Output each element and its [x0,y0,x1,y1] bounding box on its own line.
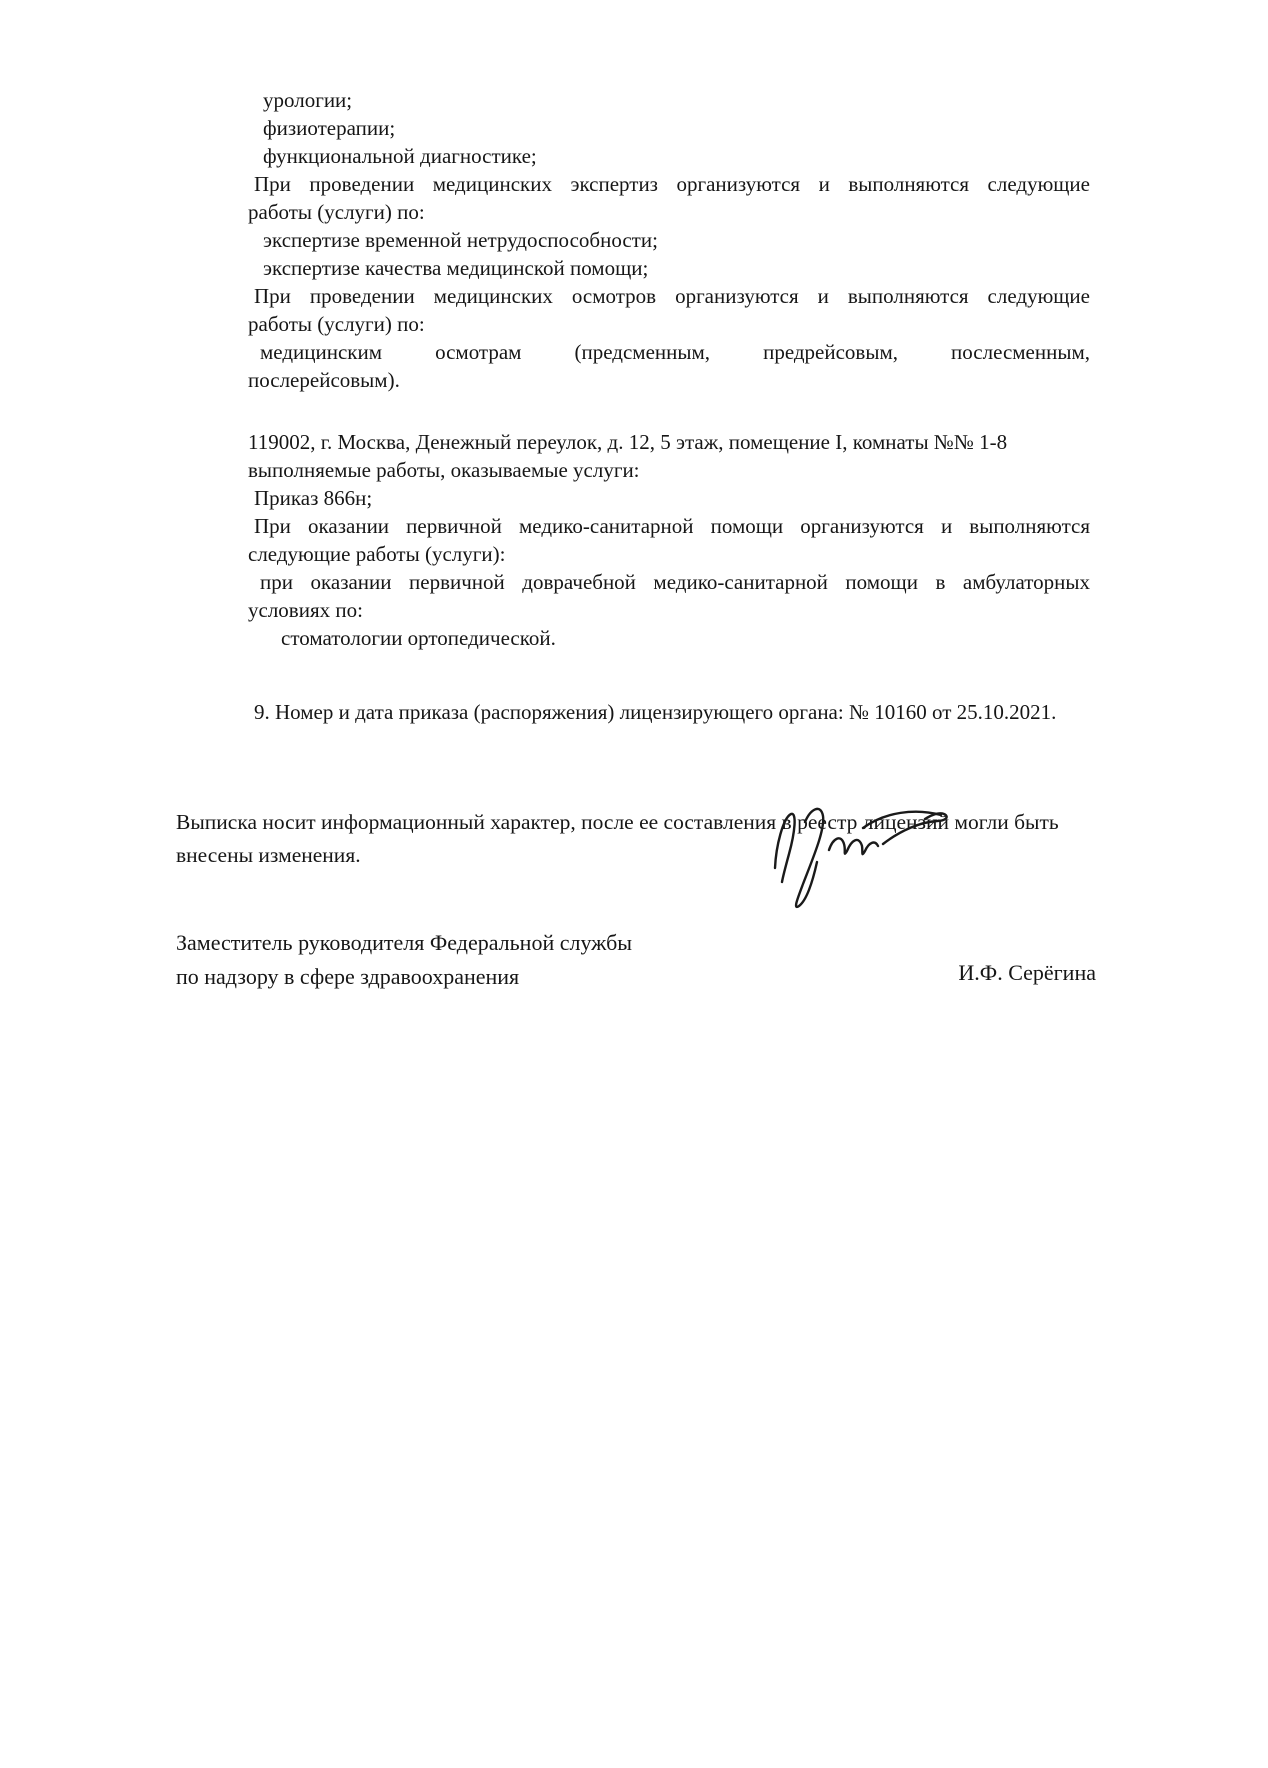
work-item: физиотерапии; [263,116,396,140]
paragraph-line: При оказании первичной медико-санитарной помощи организуются и выполняются [254,514,1090,538]
work-item: экспертизе временной нетрудоспособности; [263,228,658,252]
signatory-position-line: по надзору в сфере здравоохранения [176,964,520,989]
paragraph-line: условиях по: [248,598,363,622]
order-number-line: 9. Номер и дата приказа (распоряжения) лицензирующего органа: № 10160 от 25.10.2021. [254,700,1057,724]
paragraph-line: При проведении медицинских экспертиз организуются и выполняются следующие [254,172,1090,196]
paragraph-line: работы (услуги) по: [248,200,425,224]
address-line: 119002, г. Москва, Денежный переулок, д. 12, 5 этаж, помещение I, комнаты №№ 1-8 [248,430,1008,454]
note-line: внесены изменения. [176,843,361,867]
note-line: Выписка носит информационный характер, после ее составления в реестр лицензий могли быть [176,810,1059,834]
work-item: стоматологии ортопедической. [281,626,556,650]
signatory-position-line: Заместитель руководителя Федеральной службы [176,930,633,955]
work-item: послерейсовым). [248,368,400,392]
paragraph-line: выполняемые работы, оказываемые услуги: [248,458,640,482]
paragraph-line: работы (услуги) по: [248,312,425,336]
work-item: медицинским осмотрам (предсменным, предрейсовым, послесменным, [260,340,1090,364]
signature-icon [745,788,955,915]
signatory-name: И.Ф. Серёгина [958,960,1096,985]
address-section [248,428,1090,652]
work-item: урологии; [263,88,353,112]
paragraph-line: При проведении медицинских осмотров организуются и выполняются следующие [254,284,1090,308]
work-item: экспертизе качества медицинской помощи; [263,256,649,280]
works-section [248,86,1090,394]
paragraph-line: при оказании первичной доврачебной медико-санитарной помощи в амбулаторных [260,570,1090,594]
order-ref-line: Приказ 866н; [254,486,373,510]
paragraph-line: следующие работы (услуги): [248,542,506,566]
signatory-position [176,926,736,994]
order-section [248,698,1090,726]
work-item: функциональной диагностике; [263,144,537,168]
